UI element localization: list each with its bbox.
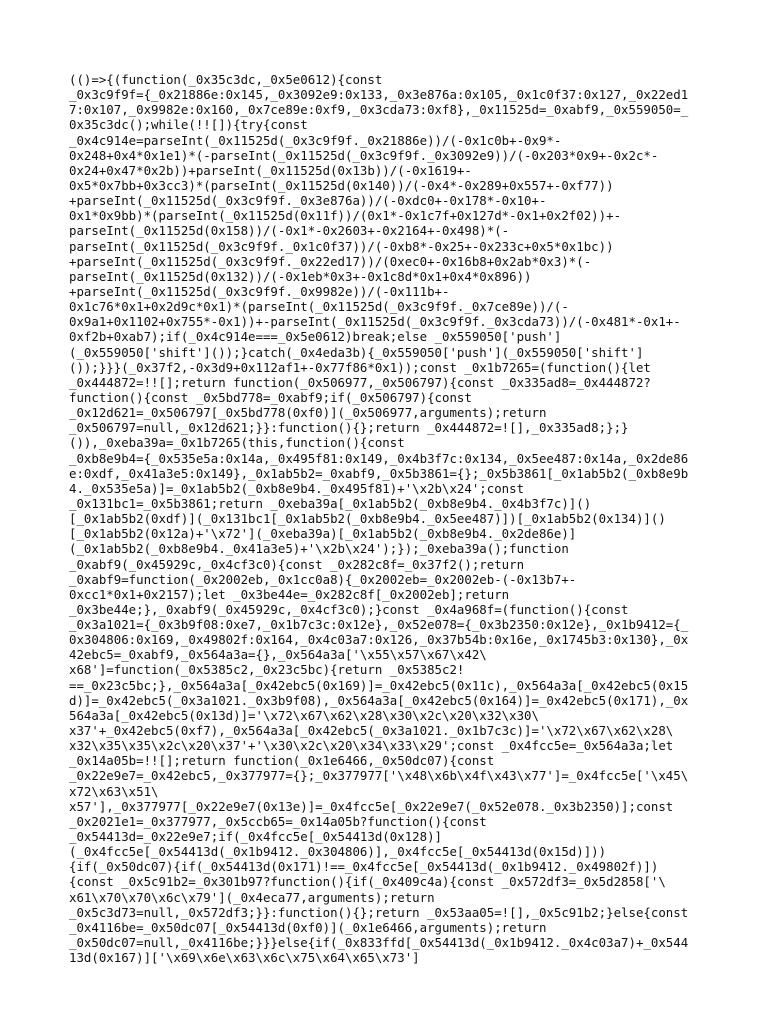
- code-line: x68']=function(_0x5385c2,_0x23c5bc){return _0x5385c2!: [69, 662, 465, 678]
- code-line: 0x304806:0x169,_0x49802f:0x164,_0x4c03a7:0x126,_0x37b54b:0x16e,_0x1745b3:0x130},_0x: [69, 632, 689, 648]
- code-line: 0xcc1*0x1+0x2157);let _0x3be44e=_0x282c8f[_0x2002eb];return: [69, 586, 510, 602]
- code-line: x57'],_0x377977[_0x22e9e7(0x13e)]=_0x4fcc5e[_0x22e9e7(_0x52e078._0x3b2350)];const: [69, 798, 674, 814]
- code-line: _0x3c9f9f={_0x21886e:0x145,_0x3092e9:0x133,_0x3e876a:0x105,_0x1c0f37:0x127,_0x22ed1: [69, 87, 689, 103]
- code-line: 564a3a[_0x42ebc5(0x13d)]='\x72\x67\x62\x28\x30\x2c\x20\x32\x30\: [69, 707, 539, 723]
- code-block: [69, 72, 709, 965]
- code-line: 13d(0x167)]['\x69\x6e\x63\x6c\x75\x64\x65\x73']: [69, 950, 420, 966]
- code-line: 0x24+0x47*0x2b))+parseInt(_0x11525d(0x13b))/(-0x1619+-: [69, 162, 472, 178]
- code-line: _0x14a05b=!![];return function(_0x1e6466,_0x50dc07){const: [69, 753, 495, 769]
- code-line: e:0xdf,_0x41a3e5:0x149},_0x1ab5b2=_0xabf9,_0x5b3861={};_0x5b3861[_0x1ab5b2(_0xb8e9b: [69, 465, 689, 481]
- code-line: _0xb8e9b4={_0x535e5a:0x14a,_0x495f81:0x149,_0x4b3f7c:0x134,_0x5ee487:0x14a,_0x2de86: [69, 450, 689, 466]
- code-line: _0x4c914e=parseInt(_0x11525d(_0x3c9f9f._0x21886e))/(-0x1c0b+-0x9*-: [69, 132, 562, 148]
- code-line: _0x50dc07=null,_0x4116be;}}}else{if(_0x833ffd[_0x54413d(_0x1b9412._0x4c03a7)+_0x544: [69, 935, 689, 951]
- code-line: 0x248+0x4*0x1e1)*(-parseInt(_0x11525d(_0x3c9f9f._0x3092e9))/(-0x203*0x9+-0x2c*-: [69, 147, 659, 163]
- code-line: 0x5*0x7bb+0x3cc3)*(parseInt(_0x11525d(0x140))/(-0x4*-0x289+0x557+-0xf77)): [69, 177, 614, 193]
- code-line: +parseInt(_0x11525d(_0x3c9f9f._0x3e876a))/(-0xdc0+-0x178*-0x10+-: [69, 193, 547, 209]
- code-line: ());}}}(_0x37f2,-0x3d9+0x112af1+-0x77f86*0x1));const _0x1b7265=(function(){let: [69, 359, 651, 375]
- code-line: 0x35c3dc();while(!![]){try{const: [69, 117, 308, 133]
- code-line: _0x506797=null,_0x12d621;}}:function(){};return _0x444872=![],_0x335ad8;};}: [69, 420, 629, 436]
- code-line: (_0x559050['shift']());}catch(_0x4eda3b){_0x559050['push'](_0x559050['shift']: [69, 344, 644, 360]
- code-line: x32\x35\x35\x2c\x20\x37'+'\x30\x2c\x20\x34\x33\x29';const _0x4fcc5e=_0x564a3a;let: [69, 738, 674, 754]
- code-line: _0xabf9=function(_0x2002eb,_0x1cc0a8){_0x2002eb=_0x2002eb-(-0x13b7+-: [69, 571, 577, 587]
- code-line: _0x131bc1=_0x5b3861;return _0xeba39a[_0x1ab5b2(_0xb8e9b4._0x4b3f7c)](): [69, 495, 592, 511]
- code-line: parseInt(_0x11525d(0x132))/(-0x1eb*0x3+-0x1c8d*0x1+0x4*0x896)): [69, 268, 532, 284]
- code-line: 0x1*0x9bb)*(parseInt(_0x11525d(0x11f))/(0x1*-0x1c7f+0x127d*-0x1+0x2f02))+-: [69, 208, 622, 224]
- code-line: [_0x1ab5b2(0xdf)](_0x131bc1[_0x1ab5b2(_0xb8e9b4._0x5ee487)])[_0x1ab5b2(0x134)](): [69, 511, 666, 527]
- code-line: _0x2021e1=_0x377977,_0x5ccb65=_0x14a05b?function(){const: [69, 813, 487, 829]
- code-line: _0x444872=!![];return function(_0x506977,_0x506797){const _0x335ad8=_0x444872?: [69, 374, 651, 390]
- code-line: _0x5c3d73=null,_0x572df3;}}:function(){};return _0x53aa05=![],_0x5c91b2;}else{const: [69, 904, 689, 920]
- code-line: {if(_0x50dc07){if(_0x54413d(0x171)!==_0x4fcc5e[_0x54413d(_0x1b9412._0x49802f)]): [69, 859, 659, 875]
- code-line: (_0x4fcc5e[_0x54413d(_0x1b9412._0x304806)],_0x4fcc5e[_0x54413d(0x15d)])): [69, 844, 607, 860]
- code-line: 4._0x535e5a)]=_0x1ab5b2(_0xb8e9b4._0x495f81)+'\x2b\x24';const: [69, 480, 525, 496]
- code-line: _0x22e9e7=_0x42ebc5,_0x377977={};_0x377977['\x48\x6b\x4f\x43\x77']=_0x4fcc5e['\x45\: [69, 768, 689, 784]
- code-line: 0x1c76*0x1+0x2d9c*0x1)*(parseInt(_0x11525d(_0x3c9f9f._0x7ce89e))/(-: [69, 299, 569, 315]
- code-line: parseInt(_0x11525d(0x158))/(-0x1*-0x2603+-0x2164+-0x498)*(-: [69, 223, 510, 239]
- code-line: ()),_0xeba39a=_0x1b7265(this,function(){const: [69, 435, 405, 451]
- code-line: 7:0x107,_0x9982e:0x160,_0x7ce89e:0xf9,_0x3cda73:0xf8},_0x11525d=_0xabf9,_0x559050=_: [69, 102, 689, 118]
- code-line: +parseInt(_0x11525d(_0x3c9f9f._0x9982e))/(-0x111b+-: [69, 283, 450, 299]
- code-line: _0x54413d=_0x22e9e7;if(_0x4fcc5e[_0x54413d(0x128)]: [69, 829, 442, 845]
- code-line: (()=>{(function(_0x35c3dc,_0x5e0612){const: [69, 72, 383, 87]
- code-line: x72\x63\x51\: [69, 783, 159, 799]
- code-line: (_0x1ab5b2(_0xb8e9b4._0x41a3e5)+'\x2b\x24');});_0xeba39a();function: [69, 541, 569, 557]
- code-line: _0x4116be=_0x50dc07[_0x54413d(0xf0)](_0x1e6466,arguments);return: [69, 919, 547, 935]
- code-line: {const _0x5c91b2=_0x301b97?function(){if(_0x409c4a){const _0x572df3=_0x5d2858['\: [69, 874, 666, 890]
- code-line: _0x3be44e;},_0xabf9(_0x45929c,_0x4cf3c0);}const _0x4a968f=(function(){const: [69, 601, 629, 617]
- code-line: _0x12d621=_0x506797[_0x5bd778(0xf0)](_0x506977,arguments);return: [69, 405, 547, 421]
- code-line: 0xf2b+0xab7);if(_0x4c914e===_0x5e0612)break;else _0x559050['push']: [69, 329, 562, 345]
- code-line: _0xabf9(_0x45929c,_0x4cf3c0){const _0x282c8f=_0x37f2();return: [69, 556, 525, 572]
- code-line: d)]=_0x42ebc5(_0x3a1021._0x3b9f08),_0x564a3a[_0x42ebc5(0x164)]=_0x42ebc5(0x171),_0x: [69, 692, 689, 708]
- code-line: ==_0x23c5bc;},_0x564a3a[_0x42ebc5(0x169)]=_0x42ebc5(0x11c),_0x564a3a[_0x42ebc5(0x15: [69, 677, 689, 693]
- code-line: 0x9a1+0x1102+0x755*-0x1))+-parseInt(_0x11525d(_0x3c9f9f._0x3cda73))/(-0x481*-0x1+-: [69, 314, 681, 330]
- code-line: function(){const _0x5bd778=_0xabf9;if(_0x506797){const: [69, 389, 472, 405]
- code-line: [_0x1ab5b2(0x12a)+'\x72'](_0xeba39a)[_0x1ab5b2(_0xb8e9b4._0x2de86e)]: [69, 526, 577, 542]
- code-line: parseInt(_0x11525d(_0x3c9f9f._0x1c0f37))/(-0xb8*-0x25+-0x233c+0x5*0x1bc)): [69, 238, 614, 254]
- code-line: +parseInt(_0x11525d(_0x3c9f9f._0x22ed17))/(0xec0+-0x16b8+0x2ab*0x3)*(-: [69, 253, 592, 269]
- code-line: 42ebc5=_0xabf9,_0x564a3a={},_0x564a3a['\x55\x57\x67\x42\: [69, 647, 487, 663]
- code-line: x61\x70\x70\x6c\x79'](_0x4eca77,arguments);return: [69, 889, 435, 905]
- code-line: x37'+_0x42ebc5(0xf7),_0x564a3a[_0x42ebc5(_0x3a1021._0x1b7c3c)]='\x72\x67\x62\x28\: [69, 723, 674, 739]
- code-line: _0x3a1021={_0x3b9f08:0xe7,_0x1b7c3c:0x12e},_0x52e078={_0x3b2350:0x12e},_0x1b9412={_: [69, 617, 689, 633]
